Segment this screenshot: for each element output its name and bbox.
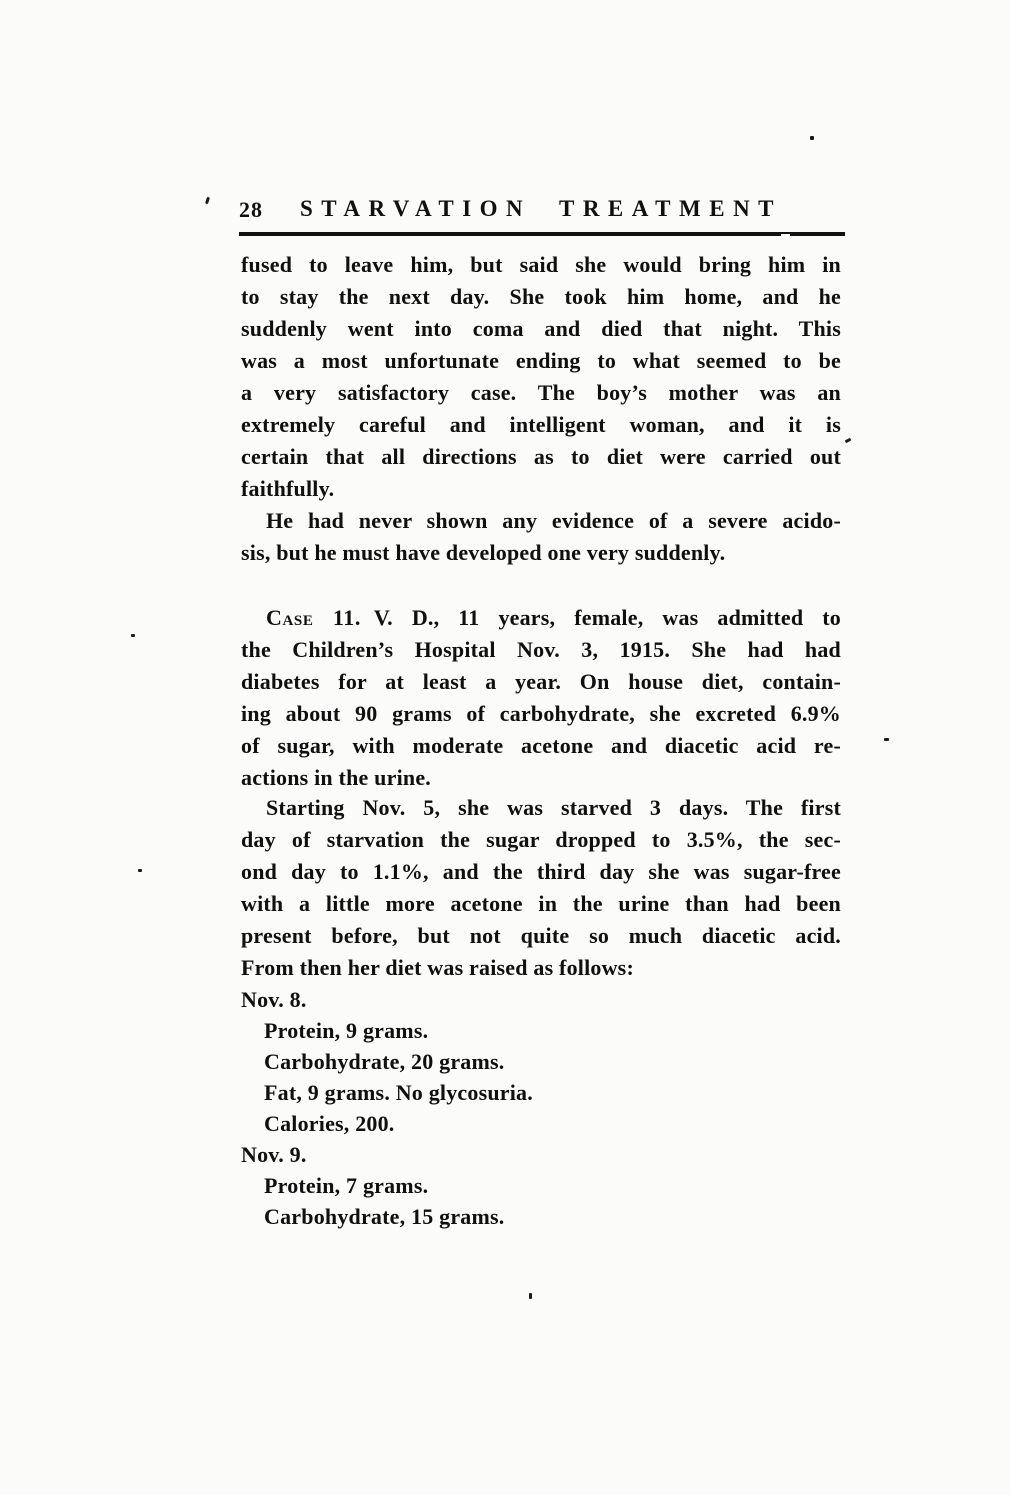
text-line: sis, but he must have developed one very suddenly. xyxy=(241,540,726,565)
ink-speck xyxy=(138,869,142,872)
text-line: of sugar, with moderate acetone and diacetic acid re- xyxy=(241,733,841,758)
paragraph-starvation xyxy=(241,792,841,984)
ink-speck xyxy=(810,136,814,140)
text-line: From then her diet was raised as follows: xyxy=(241,955,634,980)
text-line: the Children’s Hospital Nov. 3, 1915. She had had xyxy=(241,637,841,662)
case-label: Case 11. xyxy=(266,605,361,630)
running-title: STARVATION TREATMENT xyxy=(299,196,783,221)
text-line: ing about 90 grams of carbohydrate, she excreted 6.9% xyxy=(241,701,841,726)
text-line: actions in the urine. xyxy=(241,765,431,790)
text-line: certain that all directions as to diet were carried out xyxy=(241,444,841,469)
header-rule xyxy=(239,232,845,236)
paragraph-case-11 xyxy=(241,602,841,794)
text-line: with a little more acetone in the urine than had been xyxy=(241,891,841,916)
paragraph-acidosis xyxy=(241,505,841,569)
diet-item: Protein, 7 grams. xyxy=(264,1173,429,1198)
diet-date: Nov. 8. xyxy=(241,987,307,1012)
text-line: ond day to 1.1%, and the third day she was sugar-free xyxy=(241,859,841,884)
text-line: day of starvation the sugar dropped to 3.5%, the sec- xyxy=(241,827,841,852)
text-line: extremely careful and intelligent woman, and it is xyxy=(241,412,841,437)
text-line: He had never shown any evidence of a severe acido- xyxy=(266,508,841,533)
diet-item: Carbohydrate, 20 grams. xyxy=(264,1049,505,1074)
text-line: a very satisfactory case. The boy’s mother was an xyxy=(241,380,841,405)
diet-schedule xyxy=(241,984,841,1232)
ink-speck xyxy=(529,1293,532,1299)
header-rule-break xyxy=(781,234,790,236)
diet-item: Carbohydrate, 15 grams. xyxy=(264,1204,505,1229)
text-line: to stay the next day. She took him home, and he xyxy=(241,284,841,309)
diet-item: Fat, 9 grams. No glycosuria. xyxy=(264,1080,533,1105)
text-line: present before, but not quite so much diacetic acid. xyxy=(241,923,841,948)
ink-speck xyxy=(845,438,852,443)
diet-date: Nov. 9. xyxy=(241,1142,307,1167)
case-intro-text: V. D., 11 years, female, was admitted to xyxy=(373,605,841,630)
text-line: was a most unfortunate ending to what seemed to be xyxy=(241,348,841,373)
paragraph-previous-case xyxy=(241,249,841,505)
ink-speck xyxy=(884,738,889,741)
text-line: fused to leave him, but said she would bring him in xyxy=(241,252,841,277)
text-line xyxy=(241,602,841,634)
text-line: diabetes for at least a year. On house diet, contain- xyxy=(241,669,841,694)
page-header xyxy=(241,194,841,228)
page-number: 28 xyxy=(239,197,263,222)
text-line: faithfully. xyxy=(241,476,335,501)
diet-item: Calories, 200. xyxy=(264,1111,395,1136)
text-line: suddenly went into coma and died that night. This xyxy=(241,316,841,341)
ink-speck xyxy=(131,634,135,637)
diet-item: Protein, 9 grams. xyxy=(264,1018,429,1043)
text-line: Starting Nov. 5, she was starved 3 days. The first xyxy=(266,795,841,820)
ink-speck xyxy=(205,197,210,205)
